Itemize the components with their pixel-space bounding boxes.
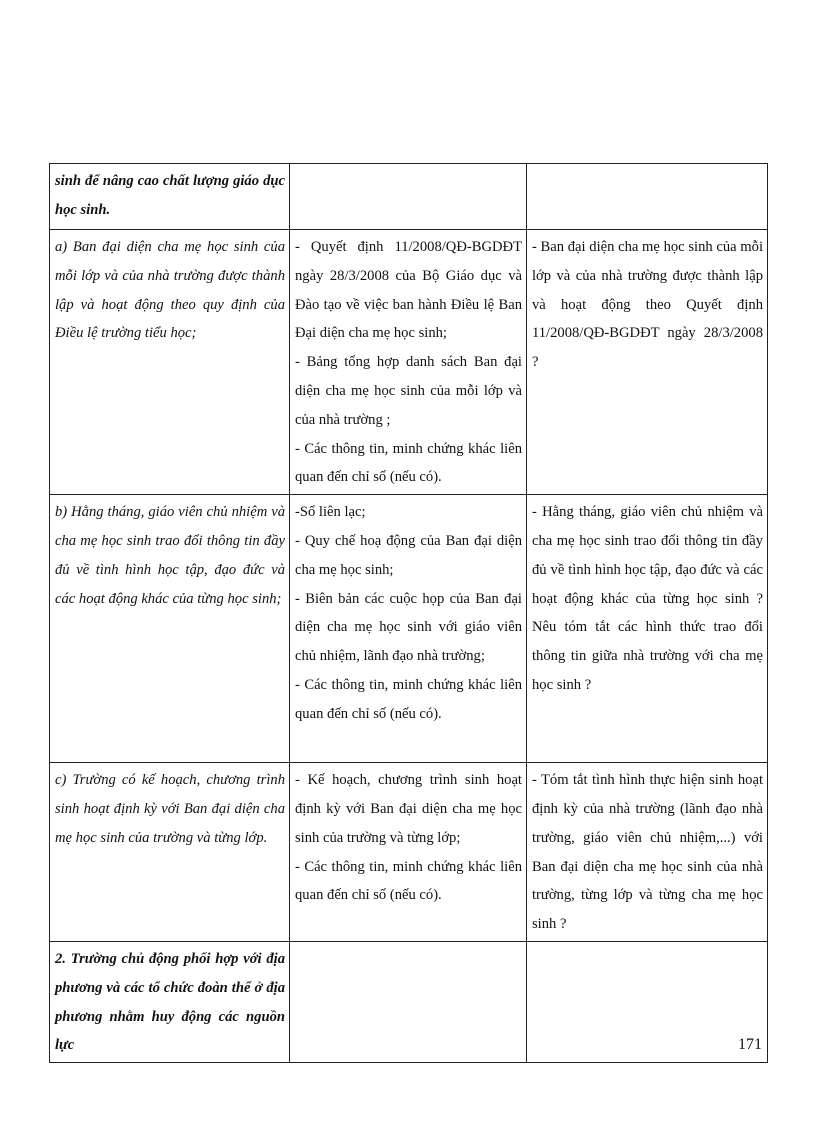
evidence-cell <box>290 763 527 942</box>
evidence-cell <box>290 495 527 763</box>
evidence-item: -Sổ liên lạc; <box>295 504 366 521</box>
evidence-cell <box>290 164 527 230</box>
table-row <box>50 763 768 942</box>
table-row <box>50 941 768 1062</box>
criterion-cell: b) Hằng tháng, giáo viên chủ nhiệm và cha mẹ học sinh trao đổi thông tin đầy đủ về tình hình học tập, đạo đức và các hoạt động khác của từng học sinh; <box>50 495 290 763</box>
evidence-item: - Quyết định 11/2008/QĐ-BGDĐT ngày 28/3/2008 của Bộ Giáo dục và Đào tạo về việc ban hành Điều lệ Ban Đại diện cha mẹ học sinh; <box>295 239 522 342</box>
question-cell: - Hằng tháng, giáo viên chủ nhiệm và cha mẹ học sinh trao đổi thông tin đầy đủ về tình hình học tập, đạo đức và các hoạt động khác của từng học sinh ? Nêu tóm tắt các hình thức trao đổi thông tin giữa nhà trường với cha mẹ học sinh ? <box>527 495 768 763</box>
question-cell: - Ban đại diện cha mẹ học sinh của mỗi lớp và của nhà trường được thành lập và hoạt động theo Quyết định 11/2008/QĐ-BGDĐT ngày 28/3/2008 ? <box>527 230 768 495</box>
question-cell: - Tóm tắt tình hình thực hiện sinh hoạt định kỳ của nhà trường (lãnh đạo nhà trường, giáo viên chủ nhiệm,...) với Ban đại diện cha mẹ học sinh của nhà trường, từng lớp và từng cha mẹ học sinh ? <box>527 763 768 942</box>
criteria-table <box>49 163 768 1063</box>
evidence-item: - Kế hoạch, chương trình sinh hoạt định kỳ với Ban đại diện cha mẹ học sinh của trường và từng lớp; <box>295 772 522 846</box>
evidence-cell <box>290 230 527 495</box>
table-row <box>50 230 768 495</box>
evidence-item: - Các thông tin, minh chứng khác liên quan đến chỉ số (nếu có). <box>295 440 522 486</box>
evidence-cell <box>290 941 527 1062</box>
evidence-item: - Bảng tổng hợp danh sách Ban đại diện cha mẹ học sinh của mỗi lớp và của nhà trường ; <box>295 354 522 428</box>
question-cell <box>527 164 768 230</box>
table-row <box>50 164 768 230</box>
table-row <box>50 495 768 763</box>
question-cell <box>527 941 768 1062</box>
criterion-cell: a) Ban đại diện cha mẹ học sinh của mỗi lớp và của nhà trường được thành lập và hoạt động theo quy định của Điều lệ trường tiểu học; <box>50 230 290 495</box>
criterion-cell: sinh để nâng cao chất lượng giáo dục học sinh. <box>50 164 290 230</box>
section-heading-cell: 2. Trường chủ động phối hợp với địa phương và các tổ chức đoàn thể ở địa phương nhằm huy động các nguồn lực <box>50 941 290 1062</box>
evidence-item: - Biên bản các cuộc họp của Ban đại diện cha mẹ học sinh với giáo viên chủ nhiệm, lãnh đạo nhà trường; <box>295 590 522 665</box>
page-number: 171 <box>738 1036 762 1053</box>
evidence-item: - Quy chế hoạ động của Ban đại diện cha mẹ học sinh; <box>295 532 522 578</box>
evidence-item: - Các thông tin, minh chứng khác liên quan đến chỉ số (nếu có). <box>295 858 522 904</box>
evidence-item: - Các thông tin, minh chứng khác liên quan đến chỉ số (nếu có). <box>295 676 522 722</box>
criterion-cell: c) Trường có kế hoạch, chương trình sinh hoạt định kỳ với Ban đại diện cha mẹ học sinh của trường và từng lớp. <box>50 763 290 942</box>
